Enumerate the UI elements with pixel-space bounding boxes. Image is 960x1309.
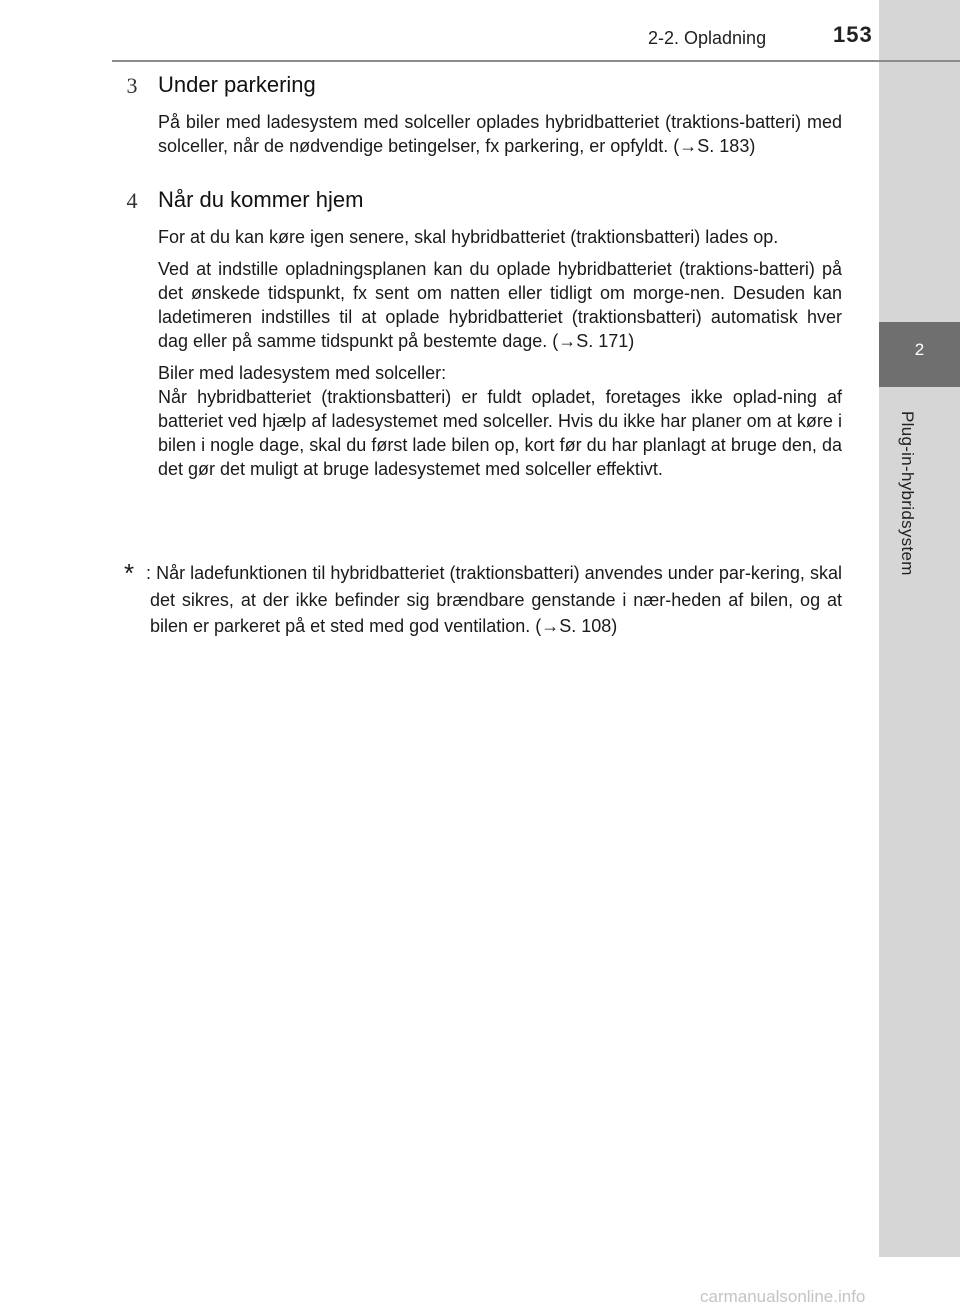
paragraph: Når hybridbatteriet (traktionsbatteri) er fuldt opladet, foretages ikke oplad-ning af batteriet ved hjælp af ladesystemet med solceller. Hvis du ikke har planer om at køre i bilen i nogle dage, skal du først lade bilen op, kort før du har planlagt at bruge den, da det gør det muligt at bruge ladesystemet med solceller effektivt. xyxy=(158,387,842,479)
page-number: 153 xyxy=(833,22,873,47)
watermark: carmanualsonline.info xyxy=(700,1287,866,1306)
step-number-icon: 4 xyxy=(126,188,138,213)
step-title: Når du kommer hjem xyxy=(158,187,364,212)
chapter-title: Plug-in-hybridsystem xyxy=(898,411,917,576)
step-section xyxy=(112,72,842,158)
paragraph-lead: Biler med ladesystem med solceller: xyxy=(158,363,447,383)
footnote xyxy=(112,560,842,658)
footnote-text: : Når ladefunktionen til hybridbatteriet (traktionsbatteri) anvendes under par-kering, skal det sikres, at der ikke befinder sig brændbare genstande i nær-heden af bilen, og at bilen er parkeret på et sted med god ventilation. (→S. 108) xyxy=(146,563,842,636)
step-heading xyxy=(112,72,842,102)
section-header: 2-2. Opladning xyxy=(648,28,767,48)
asterisk-icon: * xyxy=(124,558,135,588)
chapter-tab xyxy=(879,322,960,387)
step-number-icon: 3 xyxy=(126,73,138,98)
side-tab-background-lower xyxy=(879,387,960,1257)
step-section xyxy=(112,187,842,481)
chapter-number: 2 xyxy=(914,340,925,359)
side-tab-background xyxy=(879,0,960,322)
header-divider xyxy=(112,60,960,62)
paragraph: For at du kan køre igen senere, skal hybridbatteriet (traktionsbatteri) lades op. xyxy=(158,227,779,247)
paragraph: På biler med ladesystem med solceller oplades hybridbatteriet (traktions-batteri) med solceller, når de nødvendige betingelser, fx parkering, er opfyldt. (→S. 183) xyxy=(158,112,842,156)
step-heading xyxy=(112,187,842,217)
step-title: Under parkering xyxy=(158,72,316,97)
paragraph: Ved at indstille opladningsplanen kan du oplade hybridbatteriet (traktions-batteri) på det ønskede tidspunkt, fx sent om natten eller tidligt om morge-nen. Desuden kan ladetimeren indstilles til at oplade hybridbatteriet (traktionsbatteri) automatisk hver dag eller på samme tidspunkt på bestemte dage. (→S. 171) xyxy=(158,259,842,351)
